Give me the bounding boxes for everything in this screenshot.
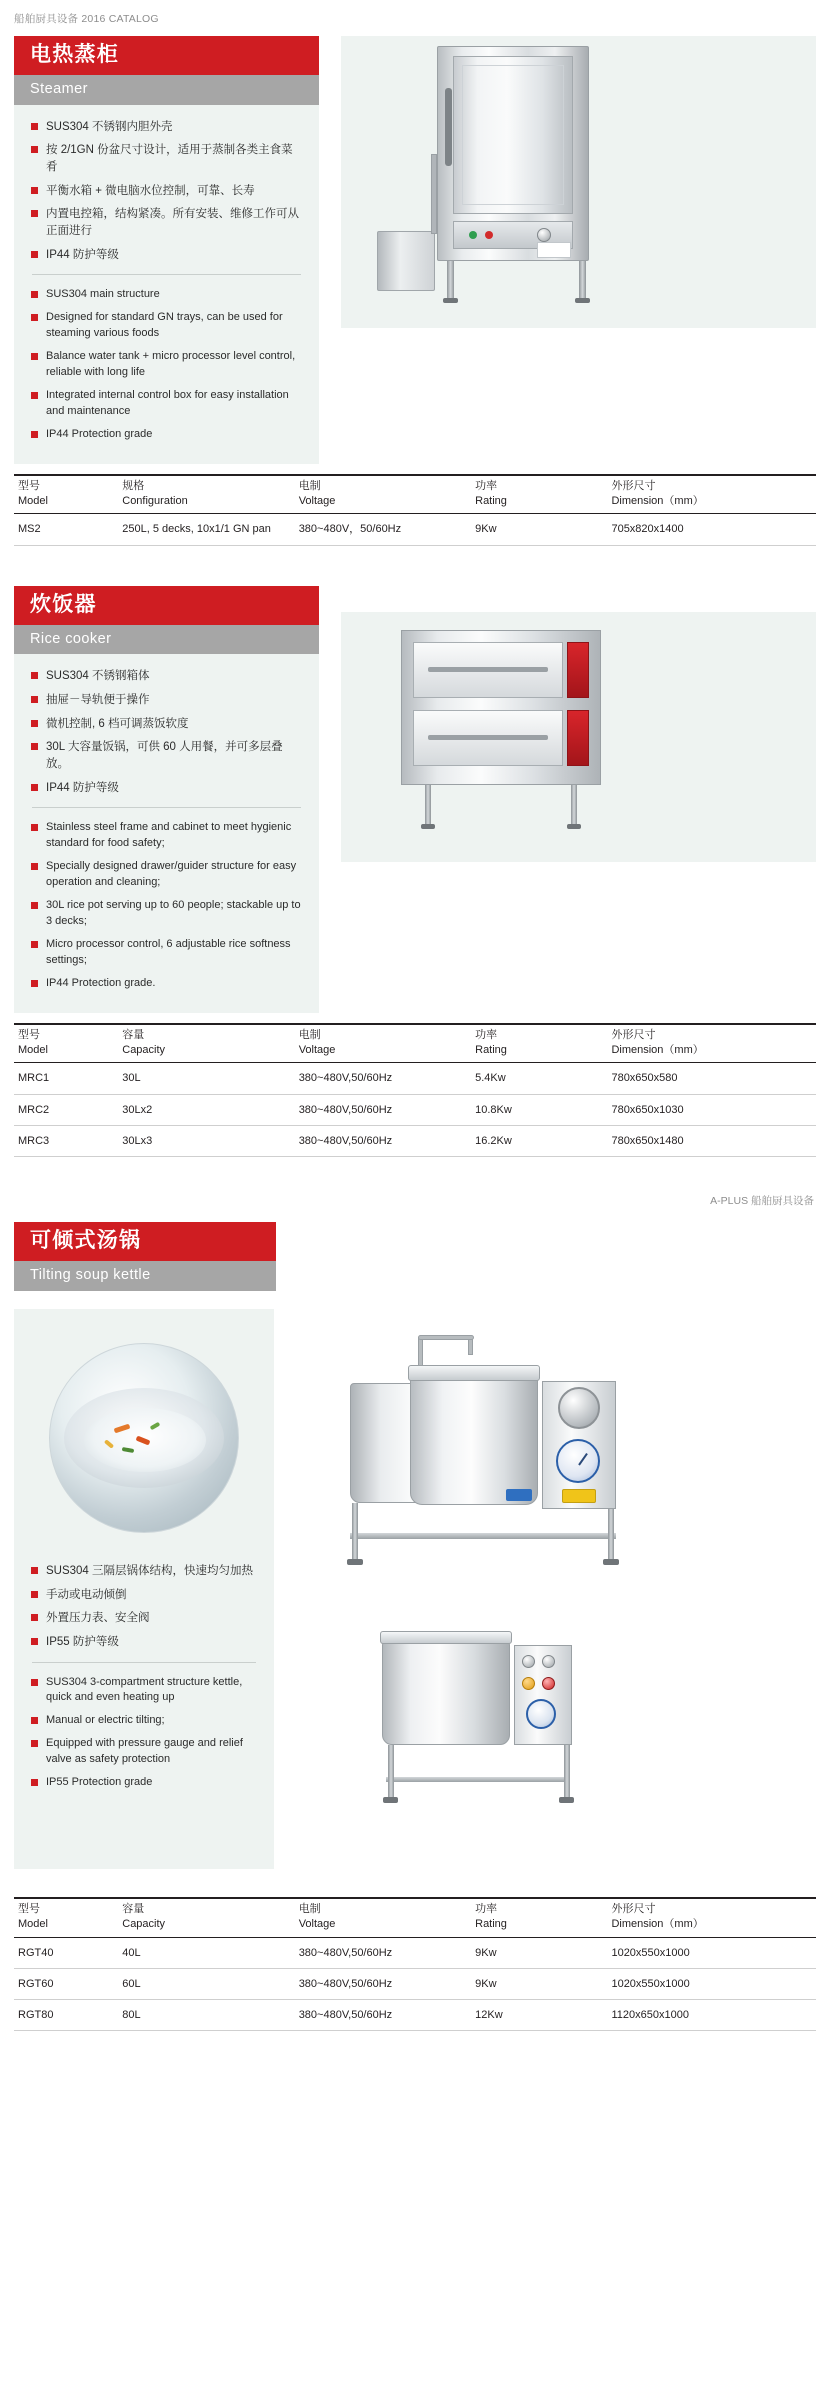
- table-cell: 60L: [118, 1968, 294, 1999]
- feature-item: Stainless steel frame and cabinet to meet hygienic standard for food safety;: [30, 820, 303, 852]
- indicator-light-icon: [542, 1677, 555, 1690]
- pressure-gauge-icon: [526, 1699, 556, 1729]
- leg-shape: [608, 1509, 614, 1561]
- foot-shape: [603, 1559, 619, 1565]
- table-cell: 780x650x1030: [607, 1094, 816, 1125]
- rice-cooker-product-image: [341, 612, 816, 862]
- table-cell: 40L: [118, 1937, 294, 1968]
- table-header-cell: 容量 Capacity: [118, 1898, 294, 1937]
- table-header-cell: 外形尺寸 Dimension（mm）: [607, 1024, 816, 1063]
- table-row: [14, 2000, 816, 2031]
- table-row: [14, 1094, 816, 1125]
- table-cell: 10.8Kw: [471, 1094, 607, 1125]
- table-cell: 780x650x1480: [607, 1126, 816, 1157]
- leg-shape: [571, 785, 577, 827]
- table-header-row: [14, 475, 816, 514]
- table-header-cell: 型号 Model: [14, 475, 118, 514]
- faucet-shape: [418, 1335, 474, 1340]
- table-header-row: [14, 1898, 816, 1937]
- feature-item: 平衡水箱 + 微电脑水位控制，可靠、长寿: [30, 183, 303, 200]
- table-cell: 250L, 5 decks, 10x1/1 GN pan: [118, 514, 294, 545]
- table-cell: 9Kw: [471, 1968, 607, 1999]
- steamer-title-en: Steamer: [14, 75, 319, 104]
- kettle-lid-shape: [380, 1631, 512, 1644]
- feature-item: Balance water tank + micro processor level control, reliable with long life: [30, 349, 303, 381]
- leg-shape: [352, 1503, 358, 1561]
- rice-cooker-title-en: Rice cooker: [14, 625, 319, 654]
- kettle-feature-list: [30, 1563, 258, 1791]
- table-header-cell: 功率 Rating: [471, 1898, 607, 1937]
- table-row: [14, 514, 816, 545]
- rice-cooker-feature-list: [14, 654, 319, 1012]
- table-cell: 30Lx3: [118, 1126, 294, 1157]
- section-rice-cooker: [0, 576, 830, 1158]
- table-header-cell: 规格 Configuration: [118, 475, 294, 514]
- kettle-content: [0, 1309, 830, 1869]
- section-tilting-kettle: [0, 1193, 830, 2031]
- feature-item: Manual or electric tilting;: [30, 1713, 258, 1729]
- feature-item: 微机控制, 6 档可调蒸饭软度: [30, 716, 303, 733]
- table-cell: RGT80: [14, 2000, 118, 2031]
- leg-shape: [425, 785, 431, 827]
- table-cell: 380~480V,50/60Hz: [295, 1937, 471, 1968]
- feature-item: 30L 大容量饭锅，可供 60 人用餐，并可多层叠放。: [30, 739, 303, 772]
- feature-item: 手动或电动倾倒: [30, 1587, 258, 1604]
- feature-item: 30L rice pot serving up to 60 people; stackable up to 3 decks;: [30, 898, 303, 930]
- leg-shape: [447, 261, 454, 301]
- kettle-images-column: [290, 1309, 816, 1869]
- table-header-cell: 电制 Voltage: [295, 1898, 471, 1937]
- table-cell: 1020x550x1000: [607, 1937, 816, 1968]
- table-header-row: [14, 1024, 816, 1063]
- table-cell: 80L: [118, 2000, 294, 2031]
- rice-cooker-text-column: [14, 586, 319, 1013]
- feature-divider: [32, 1662, 256, 1663]
- feature-item: Designed for standard GN trays, can be used for steaming various foods: [30, 310, 303, 342]
- feature-item: IP55 Protection grade: [30, 1775, 258, 1791]
- side-panel-shape: [567, 642, 589, 698]
- feature-item: SUS304 3-compartment structure kettle, quick and even heating up: [30, 1675, 258, 1707]
- pressure-gauge-icon: [556, 1439, 600, 1483]
- foot-shape: [347, 1559, 363, 1565]
- section-steamer: [0, 26, 830, 546]
- feature-item: Micro processor control, 6 adjustable rice softness settings;: [30, 937, 303, 969]
- table-cell: MRC1: [14, 1063, 118, 1094]
- feature-item: Specially designed drawer/guider structure for easy operation and cleaning;: [30, 859, 303, 891]
- tilt-handwheel-icon: [558, 1387, 600, 1429]
- table-cell: RGT40: [14, 1937, 118, 1968]
- feature-item: SUS304 不锈钢箱体: [30, 668, 303, 685]
- foot-shape: [567, 824, 581, 829]
- small-kettle-image: [330, 1621, 816, 1831]
- steamer-door-shape: [453, 56, 573, 214]
- table-cell: 380~480V,50/60Hz: [295, 1126, 471, 1157]
- faucet-shape: [468, 1339, 473, 1355]
- kettle-text-column: [14, 1309, 274, 1869]
- table-cell: MRC3: [14, 1126, 118, 1157]
- table-cell: 780x650x580: [607, 1063, 816, 1094]
- feature-item: SUS304 main structure: [30, 287, 303, 303]
- drawer-shape: [413, 642, 563, 698]
- table-cell: 380~480V,50/60Hz: [295, 1094, 471, 1125]
- table-cell: 380~480V，50/60Hz: [295, 514, 471, 545]
- table-cell: 12Kw: [471, 2000, 607, 2031]
- steamer-title-block: [14, 36, 319, 105]
- feature-item: IP44 防护等级: [30, 780, 303, 797]
- table-cell: 30Lx2: [118, 1094, 294, 1125]
- frame-shape: [386, 1777, 570, 1782]
- food-photo-circle: [49, 1343, 239, 1533]
- rice-cooker-illustration: [341, 612, 816, 862]
- table-cell: 1020x550x1000: [607, 1968, 816, 1999]
- door-handle-shape: [445, 88, 452, 166]
- drawer-shape: [413, 710, 563, 766]
- table-cell: 9Kw: [471, 514, 607, 545]
- table-cell: MRC2: [14, 1094, 118, 1125]
- table-row: [14, 1063, 816, 1094]
- control-knob-icon: [537, 228, 551, 242]
- table-cell: RGT60: [14, 1968, 118, 1999]
- table-cell: 30L: [118, 1063, 294, 1094]
- rice-cooker-title-block: [14, 586, 319, 655]
- indicator-light-icon: [522, 1677, 535, 1690]
- kettle-pot-shape: [410, 1377, 538, 1505]
- frame-shape: [350, 1533, 616, 1539]
- foot-shape: [383, 1797, 398, 1803]
- kettle-title-en: Tilting soup kettle: [14, 1261, 276, 1290]
- warning-badge: [562, 1489, 596, 1503]
- table-header-cell: 电制 Voltage: [295, 475, 471, 514]
- table-cell: 380~480V,50/60Hz: [295, 2000, 471, 2031]
- product-label-shape: [537, 242, 571, 258]
- control-knob-icon: [522, 1655, 535, 1668]
- water-tank-shape: [377, 231, 435, 291]
- steamer-illustration: [341, 36, 816, 328]
- table-header-cell: 外形尺寸 Dimension（mm）: [607, 475, 816, 514]
- large-kettle-image: [290, 1335, 816, 1595]
- table-cell: 16.2Kw: [471, 1126, 607, 1157]
- green-indicator-icon: [469, 231, 477, 239]
- feature-item: SUS304 三隔层锅体结构，快速均匀加热: [30, 1563, 258, 1580]
- table-header-cell: 型号 Model: [14, 1024, 118, 1063]
- feature-item: IP44 Protection grade.: [30, 976, 303, 992]
- table-cell: 1120x650x1000: [607, 2000, 816, 2031]
- steamer-spec-table: [14, 474, 816, 546]
- feature-item: IP44 Protection grade: [30, 427, 303, 443]
- kettle-pot-shape: [382, 1641, 510, 1745]
- table-row: [14, 1126, 816, 1157]
- table-row: [14, 1937, 816, 1968]
- feature-item: 抽屉－导轨便于操作: [30, 692, 303, 709]
- table-header-cell: 功率 Rating: [471, 475, 607, 514]
- feature-item: 按 2/1GN 份盆尺寸设计，适用于蒸制各类主食菜肴: [30, 142, 303, 175]
- header-brand-right: A-PLUS 船舶厨具设备: [710, 1195, 814, 1208]
- kettle-title-block: [0, 1222, 830, 1291]
- table-cell: MS2: [14, 514, 118, 545]
- kettle-title-cn: 可倾式汤锅: [14, 1222, 276, 1261]
- table-row: [14, 1968, 816, 1999]
- leg-shape: [579, 261, 586, 301]
- control-knob-icon: [542, 1655, 555, 1668]
- kettle-table-wrap: [0, 1897, 830, 2032]
- table-cell: 5.4Kw: [471, 1063, 607, 1094]
- table-header-cell: 电制 Voltage: [295, 1024, 471, 1063]
- table-header-cell: 外形尺寸 Dimension（mm）: [607, 1898, 816, 1937]
- table-header-cell: 型号 Model: [14, 1898, 118, 1937]
- steamer-feature-list: [14, 105, 319, 464]
- feature-item: IP44 防护等级: [30, 247, 303, 264]
- foot-shape: [421, 824, 435, 829]
- table-cell: 705x820x1400: [607, 514, 816, 545]
- rice-cooker-spec-table: [14, 1023, 816, 1158]
- feature-item: SUS304 不锈钢内胆外壳: [30, 119, 303, 136]
- steamer-text-column: [14, 36, 319, 464]
- foot-shape: [575, 298, 590, 303]
- faucet-shape: [418, 1337, 423, 1367]
- steamer-product-image: [341, 36, 816, 328]
- feature-divider: [32, 274, 301, 275]
- foot-shape: [559, 1797, 574, 1803]
- table-cell: 380~480V,50/60Hz: [295, 1063, 471, 1094]
- brand-tag: [506, 1489, 532, 1501]
- feature-divider: [32, 807, 301, 808]
- steamer-title-cn: 电热蒸柜: [14, 36, 319, 75]
- side-panel-shape: [567, 710, 589, 766]
- kettle-spec-table: [14, 1897, 816, 2032]
- feature-item: IP55 防护等级: [30, 1634, 258, 1651]
- table-cell: 380~480V,50/60Hz: [295, 1968, 471, 1999]
- leg-shape: [388, 1745, 394, 1799]
- header-brand-left: 船舶厨具设备 2016 CATALOG: [14, 13, 159, 25]
- feature-item: Equipped with pressure gauge and relief valve as safety protection: [30, 1736, 258, 1768]
- feature-item: Integrated internal control box for easy installation and maintenance: [30, 388, 303, 420]
- leg-shape: [564, 1745, 570, 1799]
- feature-item: 外置压力表、安全阀: [30, 1610, 258, 1627]
- feature-item: 内置电控箱，结构紧凑。所有安装、维修工作可从正面进行: [30, 206, 303, 239]
- foot-shape: [443, 298, 458, 303]
- table-header-cell: 功率 Rating: [471, 1024, 607, 1063]
- table-cell: 9Kw: [471, 1937, 607, 1968]
- rice-cooker-title-cn: 炊饭器: [14, 586, 319, 625]
- table-header-cell: 容量 Capacity: [118, 1024, 294, 1063]
- kettle-lid-shape: [408, 1365, 540, 1381]
- red-indicator-icon: [485, 231, 493, 239]
